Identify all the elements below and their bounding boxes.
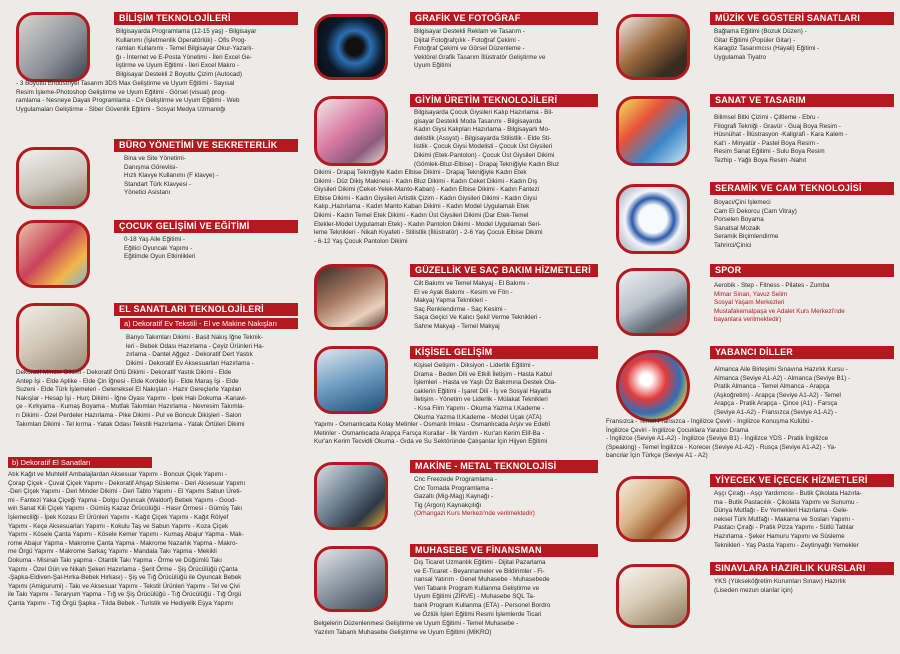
beauty-photo [314,264,388,330]
section-body: 0-18 Yaş Aile Eğitimi - Eğitici Oyuncak Yapımı - Eğitimde Oyun Etkinlikleri [124,236,196,261]
computer-photo [16,12,90,82]
section-body-a: Banyo Takımları Dikimi - Basit Nakış İğne Teknik- leri - Bebek Odası Hazırlama - Çeyiz Ürünleri Ha- zırlama - Dantel Ağgez - Dekoratif Dert Yastık Dikimi - Dekoratif Ev Aksesuarları Hazırlama - [126,334,264,367]
section-title: YABANCI DİLLER [710,346,894,359]
home-textile-photo [16,303,90,373]
section-body-wide: Belgelerin Düzenlenmesi Geliştirme ve Uyum Eğitimi - Temel Muhasebe - Yazılım Tabanlı Muhasebe Geliştirme ve Uyum Eğitimi (MİKRO) [314,620,519,636]
fashion-photo [314,96,388,166]
section-body-wide: Dikimi - Drapaj Tekniğiyle Kadın Elbise Dikimi - Drapaj Tekniğiyle Kadın Etek Dikimi - Düz Dikiş Makinesi - Kadın Bluz Dikimi - Kadın Ceket Dikimi - Kadın Dış Giysileri Dikimi (Ceket-Yelek-Manto-Kaban) - Kadın Elbise Dikimi - Kadın Fantezi Elbise Dikimi - Kadın Giysileri Artistik Çizim - Kadın Giysileri Dikimi - Kadın Giysi Kalıp.,Hazırlama - Kadın Manto Kaban Dikimi - Kadın Model Uygulamalı Etek Dikimi - Kadın Temel Etek Dikimi - Kadın Üst Giysileri Dikimi (Dar Etek-Temel Etekler-Model Uygulamalı Etek) - Kadın Pantolon Dikimi - Model Uygulamalı Seri- leme Teknikleri - Nikah Kıyafeti - Stilistlik (İllüstratör) - 2-6 Yaş Çocuk Elbise Dikimi - 6-12 Yaş Çocuk Pantolon Dikimi [314,169,543,245]
section-title: GRAFİK VE FOTOĞRAF [410,12,598,25]
child-photo [16,220,90,288]
section-body: Bağlama Eğitimi (Bozuk Düzen) - Gitar Eğitimi (Popüler Gitar) - Karagöz Tasarımcısı (Hayali) Eğitimi - Uygulamalı Tiyatro [714,28,820,61]
section-body: Cilt Bakımı ve Temel Makyaj - El Bakımı - El ve Ayak Bakımı - Kesim ve Fön - Makyaj Yapma Teknikleri - Saç Renklendirme - Saç Kesimi - Saça Geçici Ve Kalıcı Şekil Verme Teknikleri - Sahne Makyajı - Temel Makyaj [414,280,542,330]
section-body-wide: Fransızca - Temel Fransızca - İngilizce Çeviri - İngilizce Konuşma Kulübü - İngilizce Çeviri - İngilizce Çocuklara Yaratıcı Drama - İngilizce (Seviye A1-A2) - İngilizce (Seviye B1) - İngilizce YDS - Pratik İngilizce (Speaking) - Temel İngilizce - Koreceı (Seviye A1-A2) - Rusça (Seviye A1-A2) - Ya- bancılar İçin Türkçe (Seviye A1 - A2) [606,418,837,460]
section-title: BİLİŞİM TEKNOLOJİLERİ [114,12,298,25]
accounting-photo [314,546,388,612]
section-body: Dış Ticaret Uzmanlık Eğitimi - Dijital Pazarlama ve E-Ticaret - Beyannameler ve Bildirimler - Fi- nansal Yatırım - Genel Muhasebe - Muhasebede Veri Tabanlı Program Kullanma Geliştirme ve Uyum Eğitimi (ZİRVE) - Muhasebe SQL Ta- banlı Program Kullanma (ETA) - Personel Bordro ve Özlük İşleri Eğitimi Resmi İşlemlerde Ticari [414,559,551,618]
column-right [606,0,894,654]
section-body: Almanca Aile Birleşimi Sınavına Hazırlık Kursu - Almanca (Seviye A1-A2) - Almanca (Seviye B1) - Pratik Almanca - Temel Almanca - Arapça (Aşkoğretim) - Arapça (Seviye A1-A2) - Temel Arapça - Pratik Arapça - Çince (A1) - Farsça (Seviye A1-A2) - Fransızca (Seviye A1-A2) - [714,366,851,416]
section-body: Bilgisayarda Programlama (12-15 yaş) - Bilgisayar Kullanımı (İşletmenlik Operatörlük) - Ofis Prog- ramları Kullanımı - Temel Bilgisayar Okur-Yazarlı- ğı - İnternet ve E-Posta Yönetimi - İleri Excel Ge- liştirme ve Uyum Eğitimi - İleri Excel Makro - Bilgisayar Destekli 2 Boyutlu Çizim (Autocad) [116,28,257,78]
section-body: Boyacı/Çini İşlemeci Cam El Dekorcu (Cam Vitray) Porselen Boyama Sanatsal Mozaik Seramik Biçimlendirme Tahrirci/Çinici [714,199,797,249]
section-body-a-wide: Dekoratif Minder Dikimi - Dekoratif Örtü Dikimi - Dekoratif Yastık Dikimi - Elde Antep İşi - Elde Aplike - Elde Çin İğnesi - Elde Kordele İşi - Elde Maraş İşi - Elde Suzeni - Elde Türk İşlemeleri - Geleneksel El Nakışları - Hazır Gereçlerle Yapılan Nakışlar - Hesap İşi - Hurç Dikimi - İğne Oyası Yapımı - İpek Halı Dokuma -Kanavi- çe - Kırkyama - Kumaş Boyama - Mutfak Takımları Hazırlama - Nevresim Takımla- rı Dikimi - Özel Perdeler Hazırlama - Pike Dikimi - Pul ve Boncuk Dikişleri - Salon Takımları Dikimi - Tel kırma - Yatak Odası Tekstili Hazırlama - Yatak Örtüleri Dikimi [16,369,247,428]
section-body: Kişisel Gelişim - Diksiyon - Liderlik Eğitimi - Drama - Beden Dili ve Etkili İletişim - Hasta Kabul İşlemleri - Hasta ve Yaşlı Öz Bakımına Destek Ola- caklerin Eğitimi - İşaret Dili - İş ve Sosyal Hayatta İletişim - Yönetim ve Liderlik - Mülakat Teknikleri - Kısa Film Yapımı - Okuma Yazma I.Kademe - Okuma Yazma II.Kademe - Model Uçak (ATA) [414,362,557,421]
section-body: Cnc Freezede Programlama - Cnc Tornada Programlama - Gazaltı (Mig-Mag) Kaynağı - Tig (Argon) Kaynakçılığı (Orhangazi Kurs Merkezi'nde verilmektedir) [414,476,598,519]
section-body: Aerobik - Step - Fitness - Pilates - Zumba Mimar Sinan, Yavuz Selim Sosyal Yaşam Merkezleri Mustafakemalpaşa ve Adalet Kurs Merkezi'nde bayanlara verilmektedir) [714,282,845,324]
section-body: YKS (Yükseköğretim Kurumları Sınavı) Hazırlık (Liseden mezun olanlar için) [714,578,846,594]
subsection-title-a: a) Dekoratif Ev Tekstili - El ve Makine Nakışları [120,318,298,329]
section-title: BÜRO YÖNETİMİ VE SEKRETERLİK [114,139,298,152]
section-body: Bilimsel Bitki Çizimi - Çiltleme - Ebru - Filografi Tekniği - Gravür - Guaj Boya Resim - Hüsnühat - İllüstrasyon -Kaligrafi - Kara Kalem - Kat'ı - Minyatür - Pastel Boya Resim - Resim Sanat Eğitimi - Sulu Boya Resim Tezhip - Yağlı Boya Resim -Nahıt [714,114,848,164]
section-title: ÇOCUK GELİŞİMİ VE EĞİTİMİ [114,220,298,233]
section-body-wide: - 3 Boyutlu Endüstriyel Tasarım 3DS Max Geliştirme ve Uyum Eğitimi - Sayısal Resim İşleme-Photoshop Geliştirme ve Uyum Eğitimi - Görsel (visual) prog- ramlama - Nesneye Dayalı Programlama - C# Geliştirme ve Uyum Eğitimi - Web Uygulamaları Geliştirme - Siber Güvenlik Eğitimi - Sosyal Medya Uzmanlığı [16,80,240,113]
fitness-photo [616,268,690,336]
machine-photo [314,462,388,530]
section-title: MÜZİK VE GÖSTERİ SANATLARI [710,12,894,25]
subsection-title-b: b) Dekoratif El Sanatları [8,457,152,468]
section-title: SANAT VE TASARIM [710,94,894,107]
stairs-growth-photo [314,346,388,414]
section-title: SINAVLARA HAZIRLIK KURSLARI [710,562,894,575]
food-photo [616,476,690,542]
globe-flags-photo [616,350,690,422]
section-title: SPOR [710,264,894,277]
section-title: SERAMİK VE CAM TEKNOLOJİSİ [710,182,894,195]
section-body: Bilgisayar Destekli Reklam ve Tasarım - Dijital Fotoğrafçılık - Fotoğraf Çekimi - Fotoğraf Çekimi ve Görsel Düzenleme - Vektörel Grafik Tasarım İllüstratör Geliştirme ve Uyum Eğitimi [414,28,546,70]
ceramic-plate-photo [616,184,690,254]
section-body-b: Atık Kağıt ve Muhtelif Ambalajlardan Aksesuar Yapımı - Boncuk Çiçek Yapımı - Çorap Çiçek - Çuval Çiçek Yapımı - Dekoratif Ahşap Süsleme - Deri Aksesuar Yapımı -Deri Çiçek Yapımı - Deri Minder Dikimi - Deri Tablo Yapımı - El Yapımı Sabun Üreti- mi - Fantezi Yaka Çiçeği Yapma - Dolgu Oyuncak (Waldorf) Bebek Yapımı - Good- win Sanat Kili Çiçek Yapımı - Gümüş Kazaz Örücülüğü - Hasır Örmesi - Gümüş Takı İşlemeciliği - İpek Kozası El Ürünleri Yapımı - Kağıt Çiçek Yapımı - Kağıt Rölyef Yapımı - Keçe Aksesuarları Yapımı - Kokulu Taş ve Sabun Yapımı - Koza Çiçek Yapımı - Kösele Çanta Yapımı - Kösele Kemer Yapımı - Kumaş Abajur Yapma - Mak- rome Abajur Yapma - Makrome Çanta Yapma - Makrome Nazarlık Yapma - Makro- me Örgü Yapımı - Makrome Sarkaç Yapımı - Mandala Takı Yapma - Mekikli Dokuma - Misinalı Takı yapma - Otantik Takı Yapma - Örme ve Düğümlü Takı Yapımı - Özel Gün ve Nikah Şekeri Hazırlama - Şerit Örme - Şiş Örücülüğü (Çanta -Şapka-Eldiven-Şal-Hırka-Bebek Hırkası) - Şiş ve Tığ Örücülüğü ile Oyuncak Bebek Yapımı (Amigurumi) - Takı ve Aksesuar Yapımı - Tekstil Ürünleri Yapımı - Tel ve Çivi ile Takı Yapımı - Teraryum Yapma - Tığ ve Şiş Örücülüğü - Tığ Örücülüğü - Tığ Örgü Çanta Yapımı - Tığ Örgü Şapka - Tılda Bebek - Turistik ve Hediyelik Eşya Yapımı [8,471,246,607]
section-title: GÜZELLİK VE SAÇ BAKIM HİZMETLERİ [410,264,598,277]
section-body: Bina ve Site Yönetimi- Danışma Görevlisi- Hızlı Klavye Kullanımı (F klavye) - Standart Türk Klavyesi - Yönetici Asistanı [124,155,219,197]
section-title: MAKİNE - METAL TEKNOLOJİSİ [410,460,598,473]
column-left [8,0,298,654]
section-body-wide: Yapımı - Osmanlıcada Kolay Metinler - Osmanlı İmlası - Osmanlıcada Arşiv ve Edebî Metinler - Osmanlıcada Arapça Farsça Kurallar - İlk Yardım - Kur'an Kerim Elif-Ba - Kur'an Kerim Tecvidli Okuma - Gıda ve Su Sektöründe Çalışanlar İçin Hijyen Eğitimi [314,421,551,446]
column-middle [306,0,598,654]
camera-lens-photo [314,14,388,80]
location-note: (Orhangazi Kurs Merkezi'nde verilmektedir) [414,510,535,518]
section-title: KİŞİSEL GELİŞİM [410,346,598,359]
exam-photo [616,564,690,628]
section-title: YİYECEK VE İÇECEK HİZMETLERİ [710,474,894,487]
painting-photo [616,96,690,166]
section-body: Aşçı Çırağı - Aşçı Yardımcısı - Butik Çikolata Hazırla- ma - Butik Pastacılık - Çikolata Yapımı ve Sunumu - Dünya Mutfağı - Ev Yemekleri Hazırlama - Gele- neksel Türk Mutfağı - Makarna ve Sosları Yapımı - Pastacı Çırağı - Pratik Pizza Yapımı - Sütlü Tatlılar Hazırlama - Şeker Hamuru Yapımı ve Süsleme Teknikleri - Yaş Pasta Yapımı - Zeytinyağlı Yemekler [714,490,862,549]
office-photo [16,147,90,209]
section-body: Bilgisayarda Çocuk Giysileri Kalıp Hazırlama - Bil- gisayar Destekli Moda Tasarımı - Bilgisayarda Kadın Giysi Kalıpları Hazırlama - Bilgisayarlı Mo- delistlik (Assyst) - Bilgisayarda Stilistlik - Elde Sti- listlik - Çocuk Giysi Modelisti - Çocuk Üst Giysileri Dikimi (Etek-Pantolon) - Çocuk Üst Giysileri Dikimi (Gömlek-Bluz-Elbise) - Drapaj Tekniğiyle Kadın Bluz [414,109,560,168]
section-title: EL SANATLARI TEKNOLOJİLERİ [114,303,298,316]
section-title: MUHASEBE VE FİNANSMAN [410,544,598,557]
section-title: GİYİM ÜRETİM TEKNOLOJİLERİ [410,94,598,107]
music-photo [616,14,690,80]
